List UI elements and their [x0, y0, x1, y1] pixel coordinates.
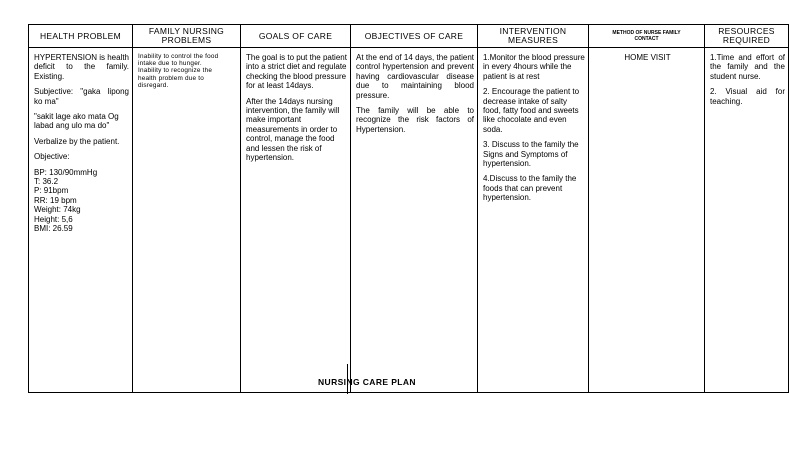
family-problem-line-5: disregard.: [138, 81, 169, 89]
intervention-2: 2. Encourage the patient to decrease intake of salty food, fatty food and sweets like chocolate and even soda.: [483, 87, 580, 134]
objective-label: Objective:: [34, 152, 70, 162]
cell-objectives-of-care: [351, 48, 478, 393]
header-goals-of-care: GOALS OF CARE: [241, 25, 351, 48]
intervention-3: 3. Discuss to the family the Signs and Symptoms of hypertension.: [483, 140, 579, 169]
header-objectives-of-care: OBJECTIVES OF CARE: [351, 25, 478, 48]
vital-pulse: P: 91bpm: [34, 186, 69, 196]
cell-goals-of-care: [241, 48, 351, 393]
health-problem-statement: HYPERTENSION is health deficit to the family. Existing.: [34, 53, 129, 81]
cell-intervention-measures: [478, 48, 589, 393]
subjective-quote-2: "sakit lage ako mata Og labad ang ulo ma do": [34, 112, 119, 131]
method-value: HOME VISIT: [624, 53, 671, 62]
vital-bp: BP: 130/90mmHg: [34, 167, 98, 177]
objective-paragraph-1: At the end of 14 days, the patient control hypertension and prevent having cardiovascular disease due to maintaining blood pressure.: [356, 53, 474, 100]
document-caption: NURSING CARE PLAN: [318, 377, 416, 387]
resource-1: 1.Time and effort of the family and the student nurse.: [710, 53, 785, 81]
vital-respiratory-rate: RR: 19 bpm: [34, 195, 77, 205]
resource-2: 2. Visual aid for teaching.: [710, 87, 785, 106]
header-family-nursing-problems: FAMILY NURSING PROBLEMS: [133, 25, 241, 48]
family-problem-line-2: intake due to hunger.: [138, 60, 202, 68]
subjective-quote-1: Subjective: "gaka lipong ko ma": [34, 87, 129, 106]
header-resources-required: RESOURCES REQUIRED: [705, 25, 789, 48]
verbalized-note: Verbalize by the patient.: [34, 136, 120, 146]
family-problem-line-1: Inability to control the food: [138, 53, 219, 60]
intervention-1: 1.Monitor the blood pressure in every 4hours while the patient is at rest: [483, 53, 585, 81]
family-problem-line-4: health problem due to: [138, 74, 205, 82]
family-problem-line-3: Inability to recognize the: [138, 67, 213, 75]
cell-health-problem: [29, 48, 133, 393]
cell-family-nursing-problems: [133, 48, 241, 393]
goal-paragraph-1: The goal is to put the patient into a strict diet and regulate checking the blood pressure for at least 14days.: [246, 53, 347, 91]
objective-paragraph-2: The family will be able to recognize the risk factors of Hypertension.: [356, 106, 474, 134]
header-intervention-measures: INTERVENTION MEASURES: [478, 25, 589, 48]
content-row: [29, 48, 789, 393]
header-row: [29, 25, 789, 48]
vital-temperature: T: 36.2: [34, 177, 59, 187]
vital-weight: Weight: 74kg: [34, 205, 81, 215]
header-health-problem: HEALTH PROBLEM: [29, 25, 133, 48]
header-method-of-contact: METHOD OF NURSE FAMILY CONTACT: [589, 25, 705, 48]
intervention-4: 4.Discuss to the family the foods that can prevent hypertension.: [483, 174, 577, 203]
vital-height: Height: 5,6: [34, 214, 73, 224]
nursing-care-plan-table: [28, 24, 789, 393]
cell-resources-required: [705, 48, 789, 393]
goal-paragraph-2: After the 14days nursing intervention, the family will make important measurements in order to control, manage the food and lessen the risk of hypertension.: [246, 96, 340, 163]
cell-method-of-contact: [589, 48, 705, 393]
vital-bmi: BMI: 26.59: [34, 224, 73, 234]
